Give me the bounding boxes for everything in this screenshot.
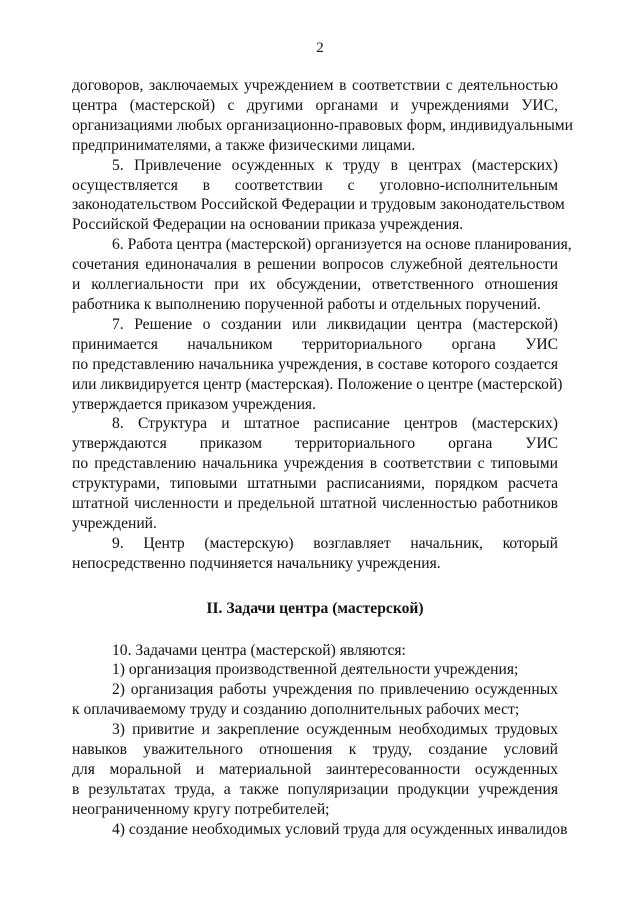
text-line: 3) привитие и закрепление осужденным необходимых трудовых <box>112 721 558 739</box>
paragraph-p7 <box>72 315 563 415</box>
paragraph-p8 <box>72 414 558 533</box>
paragraph-cont <box>72 76 574 156</box>
text-line: для моральной и материальной заинтересованности осужденных <box>72 761 558 778</box>
paragraph-p10_3 <box>72 720 558 820</box>
text-line: предпринимателями, а также физическими лицами. <box>72 136 416 154</box>
text-line: 7. Решение о создании или ликвидации центра (мастерской) <box>112 315 558 333</box>
text-line: договоров, заключаемых учреждением в соответствии с деятельностью <box>72 77 558 94</box>
text-line: штатной численности и предельной штатной численностью работников <box>72 495 558 513</box>
text-line: принимается начальником территориального органа УИС <box>72 335 558 353</box>
text-line: центра (мастерской) с другими органами и учреждениями УИС, <box>72 96 558 114</box>
text-line: организациями любых организационно-правовых форм, индивидуальными <box>72 116 574 134</box>
text-line: 1) организация производственной деятельности учреждения; <box>112 661 519 679</box>
text-line: законодательством Российской Федерации и трудовым законодательством <box>72 196 565 214</box>
text-line: 8. Структура и штатное расписание центров (мастерских) <box>112 415 558 433</box>
page-number: 2 <box>316 40 324 56</box>
text-line: структурами, типовыми штатными расписаниями, порядком расчета <box>72 475 558 493</box>
text-line: работника к выполнению порученной работы и отдельных поручений. <box>72 295 541 313</box>
text-line: 9. Центр (мастерскую) возглавляет начальник, который <box>112 534 558 552</box>
text-line: или ликвидируется центр (мастерская). Положение о центре (мастерской) <box>72 375 563 393</box>
text-line: в результатах труда, а также популяризации продукции учреждения <box>72 780 558 798</box>
document-body <box>72 76 574 840</box>
text-line: 2) организация работы учреждения по привлечению осужденных <box>112 681 558 699</box>
text-line: сочетания единоначалия в решении вопросов служебной деятельности <box>72 256 558 274</box>
paragraph-p9 <box>72 534 558 574</box>
text-line: 5. Привлечение осужденных к труду в центрах (мастерских) <box>112 156 558 174</box>
text-line: утверждается приказом учреждения. <box>72 395 316 413</box>
paragraphs-bottom <box>72 641 568 840</box>
text-line: неограниченному кругу потребителей; <box>72 800 330 818</box>
text-line: навыков уважительного отношения к труду, создание условий <box>72 741 558 759</box>
text-line: учреждений. <box>72 514 157 532</box>
paragraph-p10_2 <box>72 680 558 720</box>
paragraphs-top <box>72 76 574 574</box>
paragraph-p10_4 <box>72 820 568 840</box>
text-line: 10. Задачами центра (мастерской) являются: <box>112 641 406 659</box>
section-title: II. Задачи центра (мастерской) <box>206 599 424 617</box>
text-line: к оплачиваемому труду и созданию дополнительных рабочих мест; <box>72 701 520 719</box>
text-line: 6. Работа центра (мастерской) организуется на основе планирования, <box>112 236 572 254</box>
text-line: по представлению начальника учреждения в соответствии с типовыми <box>72 455 558 473</box>
text-line: непосредственно подчиняется начальнику учреждения. <box>72 554 441 572</box>
text-line: 4) создание необходимых условий труда для осужденных инвалидов <box>112 820 568 838</box>
text-line: и коллегиальности при их обсуждении, ответственного отношения <box>72 276 558 294</box>
paragraph-p6 <box>72 235 572 315</box>
paragraph-p10 <box>72 641 558 661</box>
paragraph-p10_1 <box>72 660 558 680</box>
text-line: Российской Федерации на основании приказа учреждения. <box>72 216 464 234</box>
text-line: по представлению начальника учреждения, в составе которого создается <box>72 355 558 373</box>
text-line: утверждаются приказом территориального органа УИС <box>72 435 558 453</box>
text-line: осуществляется в соответствии с уголовно-исполнительным <box>72 176 558 194</box>
paragraph-p5 <box>72 156 565 236</box>
